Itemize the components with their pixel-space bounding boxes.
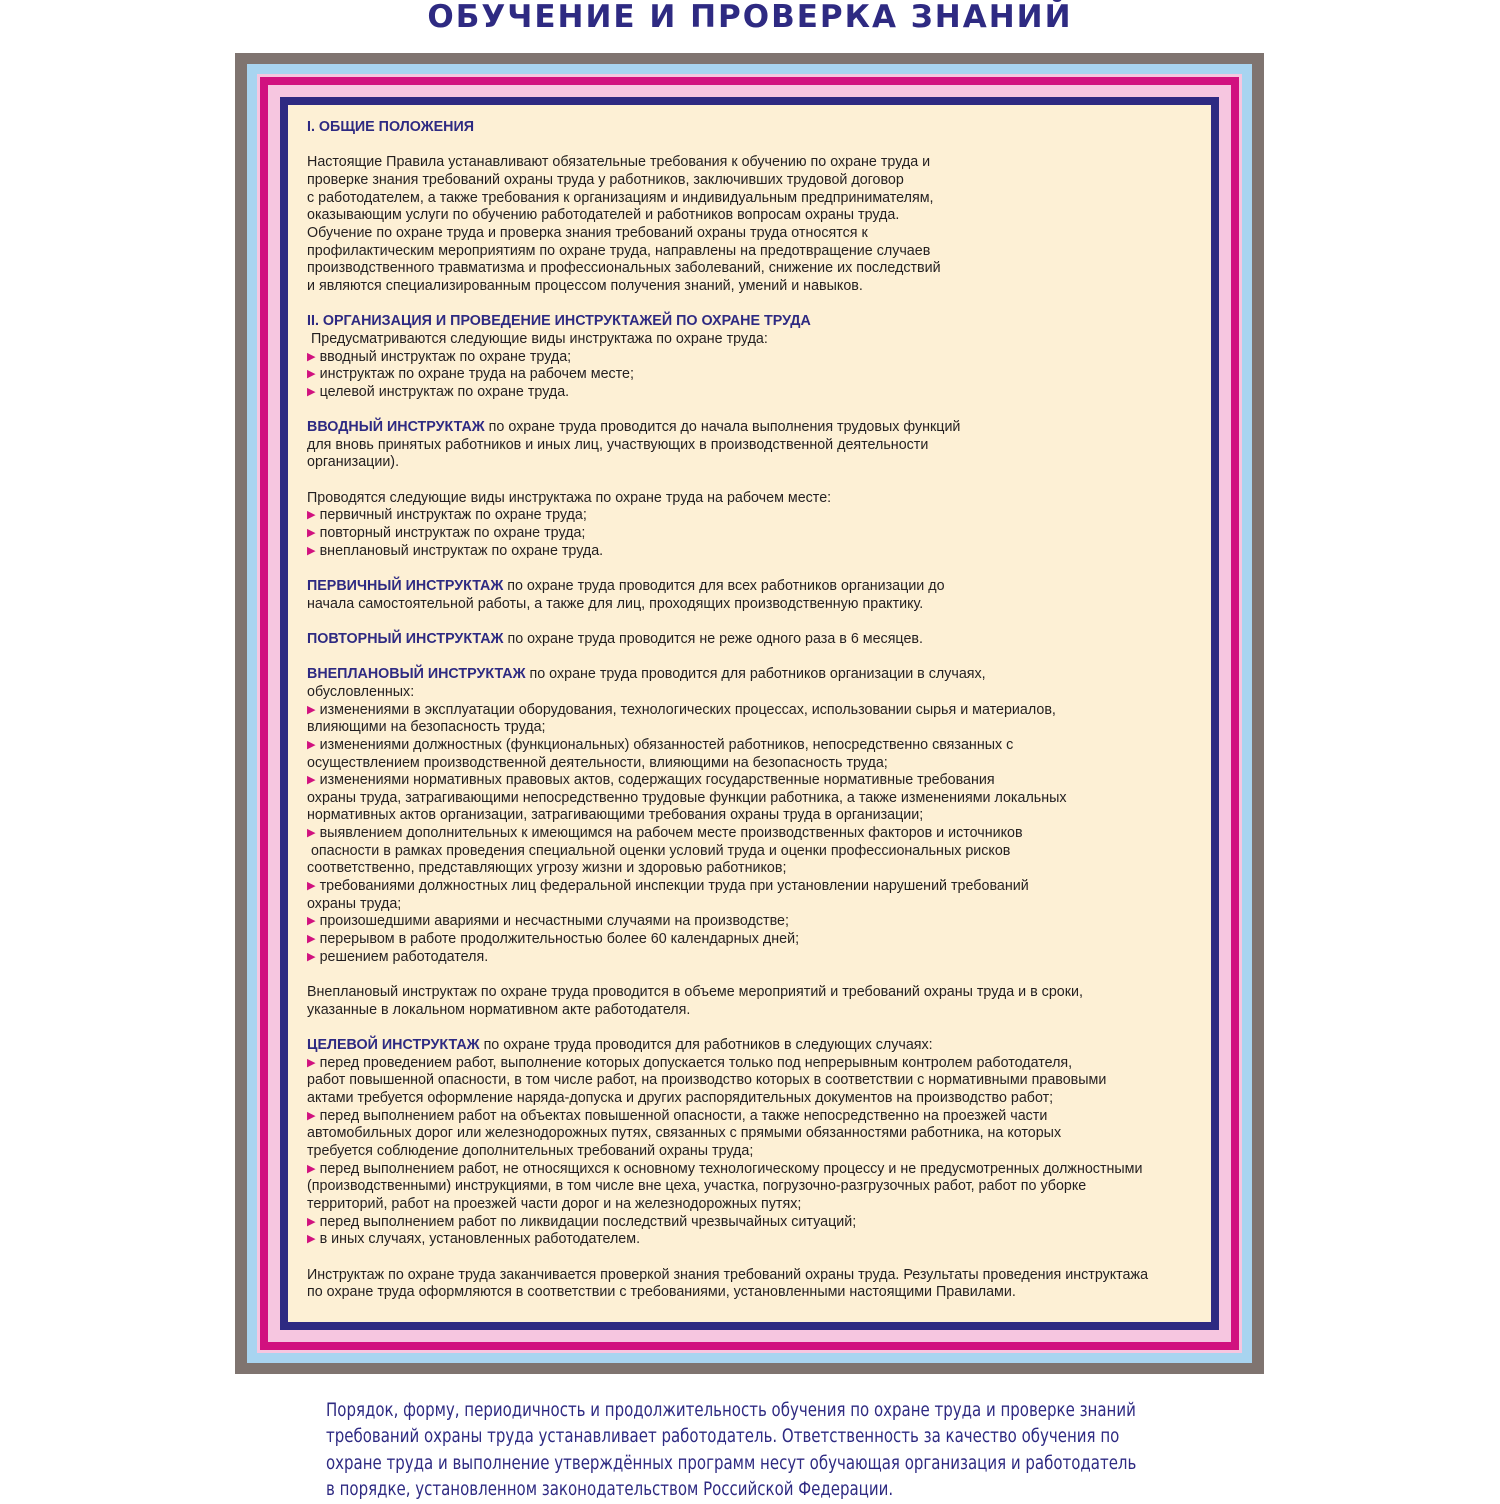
page-title: ОБУЧЕНИЕ И ПРОВЕРКА ЗНАНИЙ (427, 0, 1073, 35)
paragraph-text: по охране труда проводится для работников организации в случаях, (525, 666, 986, 683)
list-item (307, 878, 1201, 896)
term-targeted-briefing: ЦЕЛЕВОЙ ИНСТРУКТАЖ (307, 1036, 480, 1053)
footer-line: в порядке, установленном законодательством Российской Федерации. (326, 1479, 894, 1501)
paragraph-line (307, 419, 1201, 437)
list-item (307, 702, 1201, 720)
list-item-text: перед проведением работ, выполнение которых допускается только под непрерывным контролем работодателя, (319, 1054, 1073, 1071)
triangle-right-icon: ▶ (307, 1162, 316, 1175)
paragraph-line: обусловленных: (307, 683, 415, 700)
triangle-right-icon: ▶ (307, 703, 316, 716)
triangle-right-icon: ▶ (307, 544, 316, 557)
paragraph-line: производственного травматизма и профессиональных заболеваний, снижение их последствий (307, 260, 941, 277)
paragraph-line: Проводятся следующие виды инструктажа по охране труда на рабочем месте: (307, 489, 832, 506)
list-item-continuation: (производственными) инструкциями, в том числе вне цеха, участка, погрузочно-разгрузочных работ, работ по уборке (307, 1178, 1087, 1195)
list-item (307, 737, 1201, 755)
list-item-text: выявлением дополнительных к имеющимся на рабочем месте производственных факторов и источников (319, 825, 1023, 842)
paragraph-line (307, 1037, 1201, 1055)
list-item-continuation: соответственно, представляющих угрозу жизни и здоровью работников; (307, 860, 787, 877)
paragraph-line: профилактическим мероприятиям по охране труда, направлены на предотвращение случаев (307, 242, 931, 259)
term-primary-briefing: ПЕРВИЧНЫЙ ИНСТРУКТАЖ (307, 577, 504, 594)
list-item-text: перед выполнением работ на объектах повышенной опасности, а также непосредственно на проезжей части (319, 1107, 1048, 1124)
list-item (307, 525, 1201, 543)
footer-note (326, 1398, 1137, 1504)
term-introductory-briefing: ВВОДНЫЙ ИНСТРУКТАЖ (307, 419, 485, 436)
list-item-continuation: влияющими на безопасность труда; (307, 719, 546, 736)
triangle-right-icon: ▶ (307, 368, 316, 381)
list-item-text: перерывом в работе продолжительностью более 60 календарных дней; (319, 931, 800, 948)
list-item-continuation: опасности в рамках проведения специальной оценки условий труда и оценки профессиональных рисков (307, 842, 1011, 859)
triangle-right-icon: ▶ (307, 509, 316, 522)
paragraph-line: Предусматриваются следующие виды инструктажа по охране труда: (307, 330, 768, 347)
list-item-text: произошедшими авариями и несчастными случаями на производстве; (319, 913, 789, 930)
list-item-text: требованиями должностных лиц федеральной инспекции труда при установлении нарушений требований (319, 878, 1029, 895)
section-heading-general: I. ОБЩИЕ ПОЛОЖЕНИЯ (307, 119, 475, 135)
paragraph-text: по охране труда проводится не реже одного раза в 6 месяцев. (503, 630, 923, 647)
triangle-right-icon: ▶ (307, 1056, 316, 1069)
paragraph-line: Настоящие Правила устанавливают обязательные требования к обучению по охране труда и (307, 154, 931, 171)
list-item (307, 1231, 1201, 1249)
list-item (307, 931, 1201, 949)
list-item (307, 772, 1201, 790)
triangle-right-icon: ▶ (307, 385, 316, 398)
triangle-right-icon: ▶ (307, 1215, 316, 1228)
paragraph-line: и являются специализированным процессом получения знаний, умений и навыков. (307, 277, 863, 294)
paragraph-line: организации). (307, 454, 400, 471)
list-item (307, 1214, 1201, 1232)
list-item-continuation: нормативных актов организации, затрагивающими требования охраны труда в организации; (307, 807, 924, 824)
triangle-right-icon: ▶ (307, 774, 316, 787)
list-item (307, 349, 1201, 367)
paragraph-line (307, 578, 1201, 596)
paragraph-line (307, 666, 1201, 684)
paragraph-line: по охране труда оформляются в соответствии с требованиями, установленными настоящими Правилами. (307, 1284, 1016, 1301)
list-item (307, 1161, 1201, 1179)
paragraph-line: Обучение по охране труда и проверка знания требований охраны труда относятся к (307, 224, 868, 241)
term-repeated-briefing: ПОВТОРНЫЙ ИНСТРУКТАЖ (307, 630, 504, 647)
section-heading-briefings: II. ОРГАНИЗАЦИЯ И ПРОВЕДЕНИЕ ИНСТРУКТАЖЕЙ ПО ОХРАНЕ ТРУДА (307, 313, 811, 330)
list-item-continuation: охраны труда; (307, 895, 402, 912)
paragraph-line (307, 631, 1201, 649)
triangle-right-icon: ▶ (307, 1233, 316, 1246)
list-item (307, 1055, 1201, 1073)
list-item-continuation: работ повышенной опасности, в том числе работ, на производство которых в соответствии с нормативными правовыми (307, 1072, 1107, 1089)
paragraph-line: с работодателем, а также требования к организациям и индивидуальным предпринимателям, (307, 189, 934, 206)
content-panel (288, 105, 1211, 1322)
list-item-text: первичный инструктаж по охране труда; (319, 507, 587, 524)
triangle-right-icon: ▶ (307, 350, 316, 363)
paragraph-line: указанные в локальном нормативном акте работодателя. (307, 1001, 691, 1018)
paragraph-line: для вновь принятых работников и иных лиц, участвующих в производственной деятельности (307, 436, 929, 453)
triangle-right-icon: ▶ (307, 1109, 316, 1122)
list-item-continuation: требуется соблюдение дополнительных требований охраны труда; (307, 1142, 754, 1159)
triangle-right-icon: ▶ (307, 738, 316, 751)
footer-line: охране труда и выполнение утверждённых программ несут обучающая организация и работодатель (326, 1452, 1137, 1474)
list-item-text: перед выполнением работ, не относящихся к основному технологическому процессу и не предусмотренных должностными (319, 1160, 1143, 1177)
list-item (307, 384, 1201, 402)
list-item-text: внеплановый инструктаж по охране труда. (319, 542, 604, 559)
list-item-continuation: осуществлением производственной деятельности, влияющими на безопасность труда; (307, 754, 888, 771)
triangle-right-icon: ▶ (307, 933, 316, 946)
term-unscheduled-briefing: ВНЕПЛАНОВЫЙ ИНСТРУКТАЖ (307, 666, 526, 683)
triangle-right-icon: ▶ (307, 827, 316, 840)
list-item-text: изменениями должностных (функциональных) обязанностей работников, непосредственно связанных с (319, 736, 1014, 753)
list-item-text: инструктаж по охране труда на рабочем месте; (319, 366, 634, 383)
triangle-right-icon: ▶ (307, 915, 316, 928)
list-item (307, 543, 1201, 561)
list-item-text: изменениями в эксплуатации оборудования, технологических процессах, использовании сырья и материалов, (319, 701, 1056, 718)
paragraph-line: Инструктаж по охране труда заканчивается проверкой знания требований охраны труда. Результаты проведения инструктажа (307, 1266, 1149, 1283)
list-item-continuation: охраны труда, затрагивающими непосредственно трудовые функции работника, а также изменениями локальных (307, 789, 1067, 806)
footer-line: требований охраны труда устанавливает работодатель. Ответственность за качество обучения по (326, 1426, 1120, 1448)
paragraph-line: Внеплановый инструктаж по охране труда проводится в объеме мероприятий и требований охраны труда и в сроки, (307, 984, 1083, 1001)
list-item-text: решением работодателя. (319, 948, 489, 965)
list-item (307, 507, 1201, 525)
list-item-continuation: актами требуется оформление наряда-допуска и других распорядительных документов на производство работ; (307, 1089, 1054, 1106)
triangle-right-icon: ▶ (307, 527, 316, 540)
list-item (307, 825, 1201, 843)
list-item-text: в иных случаях, установленных работодателем. (319, 1231, 641, 1248)
triangle-right-icon: ▶ (307, 950, 316, 963)
paragraph-text: по охране труда проводится для работников в следующих случаях: (479, 1036, 933, 1053)
list-item-text: целевой инструктаж по охране труда. (319, 383, 570, 400)
list-item (307, 913, 1201, 931)
paragraph-line: оказывающим услуги по обучению работодателей и работников вопросам охраны труда. (307, 207, 900, 224)
list-item (307, 1108, 1201, 1126)
list-item-text: повторный инструктаж по охране труда; (319, 525, 586, 542)
list-item-text: вводный инструктаж по охране труда; (319, 348, 572, 365)
footer-line: Порядок, форму, периодичность и продолжительность обучения по охране труда и проверке знаний (326, 1400, 1136, 1421)
list-item-text: изменениями нормативных правовых актов, содержащих государственные нормативные требования (319, 772, 995, 789)
list-item (307, 366, 1201, 384)
paragraph-text: по охране труда проводится для всех работников организации до (503, 577, 945, 594)
list-item (307, 949, 1201, 967)
list-item-text: перед выполнением работ по ликвидации последствий чрезвычайных ситуаций; (319, 1213, 857, 1230)
paragraph-line: начала самостоятельной работы, а также для лиц, проходящих производственную практику. (307, 595, 924, 612)
paragraph-line: проверке знания требований охраны труда у работников, заключивших трудовой договор (307, 171, 904, 188)
list-item-continuation: автомобильных дорог или железнодорожных путях, связанных с прямыми обязанностями работника, на которых (307, 1125, 1062, 1142)
triangle-right-icon: ▶ (307, 880, 316, 893)
list-item-continuation: территорий, работ на проезжей части дорог и на железнодорожных путях; (307, 1195, 802, 1212)
paragraph-text: по охране труда проводится до начала выполнения трудовых функций (484, 419, 961, 436)
